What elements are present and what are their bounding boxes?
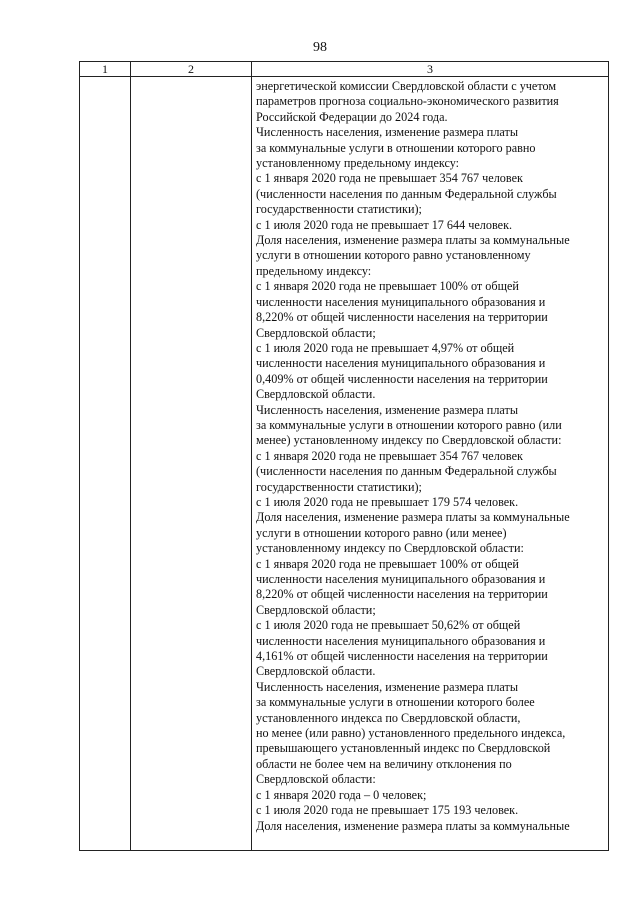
text-line: с 1 июля 2020 года не превышает 179 574 человек. bbox=[256, 494, 519, 509]
text-line: Свердловской области. bbox=[256, 664, 376, 679]
text-line: с 1 января 2020 года – 0 человек; bbox=[256, 787, 427, 802]
text-line: с 1 июля 2020 года не превышает 175 193 человек. bbox=[256, 803, 519, 818]
text-line: установленному предельному индексу: bbox=[256, 156, 460, 171]
document-table bbox=[79, 61, 609, 851]
text-line: с 1 июля 2020 года не превышает 50,62% от общей bbox=[256, 618, 521, 633]
text-line: менее) установленному индексу по Свердловской области: bbox=[256, 433, 562, 448]
column-2-cell bbox=[131, 77, 252, 851]
text-line: Доля населения, изменение размера платы за коммунальные bbox=[256, 233, 570, 248]
text-line: с 1 июля 2020 года не превышает 4,97% от общей bbox=[256, 340, 515, 355]
text-line: 0,409% от общей численности населения на территории bbox=[256, 371, 548, 386]
text-line: услуги в отношении которого равно (или менее) bbox=[256, 525, 507, 540]
text-line: (численности населения по данным Федеральной службы bbox=[256, 464, 557, 479]
text-line: превышающего установленный индекс по Свердловской bbox=[256, 741, 551, 756]
text-line: 8,220% от общей численности населения на территории bbox=[256, 310, 548, 325]
text-line: с 1 января 2020 года не превышает 100% от общей bbox=[256, 279, 519, 294]
text-line: Численность населения, изменение размера платы bbox=[256, 125, 519, 140]
text-line: 4,161% от общей численности населения на территории bbox=[256, 649, 548, 664]
text-line: с 1 июля 2020 года не превышает 17 644 человек. bbox=[256, 217, 513, 232]
text-line: (численности населения по данным Федеральной службы bbox=[256, 186, 557, 201]
table-row bbox=[80, 77, 609, 851]
text-line: государственности статистики); bbox=[256, 202, 422, 217]
page-number: 98 bbox=[313, 40, 327, 55]
column-3-cell bbox=[252, 77, 609, 851]
text-line: за коммунальные услуги в отношении которого более bbox=[256, 695, 535, 710]
text-line: Доля населения, изменение размера платы за коммунальные bbox=[256, 510, 570, 525]
text-line: Свердловской области; bbox=[256, 602, 376, 617]
text-line: государственности статистики); bbox=[256, 479, 422, 494]
text-line: энергетической комиссии Свердловской области с учетом bbox=[256, 79, 557, 93]
text-line: Численность населения, изменение размера платы bbox=[256, 679, 519, 694]
text-line: Российской Федерации до 2024 года. bbox=[256, 109, 448, 124]
cell-text bbox=[252, 77, 608, 850]
text-line: с 1 января 2020 года не превышает 100% от общей bbox=[256, 556, 519, 571]
column-header-3: 3 bbox=[252, 62, 609, 77]
text-line: с 1 января 2020 года не превышает 354 767 человек bbox=[256, 171, 523, 186]
text-line: 8,220% от общей численности населения на территории bbox=[256, 587, 548, 602]
text-line: услуги в отношении которого равно установленному bbox=[256, 248, 531, 263]
text-line: области не более чем на величину отклонения по bbox=[256, 756, 512, 771]
text-line: численности населения муниципального образования и bbox=[256, 633, 546, 648]
text-line: но менее (или равно) установленного предельного индекса, bbox=[256, 726, 566, 741]
text-line: установленному индексу по Свердловской области: bbox=[256, 541, 524, 556]
column-1-cell bbox=[80, 77, 131, 851]
text-line: Доля населения, изменение размера платы за коммунальные bbox=[256, 818, 570, 833]
column-header-2: 2 bbox=[131, 62, 252, 77]
column-header-1: 1 bbox=[80, 62, 131, 77]
text-line: за коммунальные услуги в отношении которого равно bbox=[256, 140, 536, 155]
text-line: Численность населения, изменение размера платы bbox=[256, 402, 519, 417]
text-line: Свердловской области. bbox=[256, 387, 376, 402]
text-line: Свердловской области: bbox=[256, 772, 376, 787]
text-line: установленного индекса по Свердловской области, bbox=[256, 710, 521, 725]
text-line: Свердловской области; bbox=[256, 325, 376, 340]
text-line: параметров прогноза социально-экономического развития bbox=[256, 94, 559, 109]
text-line: численности населения муниципального образования и bbox=[256, 356, 546, 371]
text-line: численности населения муниципального образования и bbox=[256, 294, 546, 309]
text-line: предельному индексу: bbox=[256, 263, 372, 278]
text-line: за коммунальные услуги в отношении которого равно (или bbox=[256, 417, 562, 432]
table-header-row bbox=[80, 62, 609, 77]
text-line: численности населения муниципального образования и bbox=[256, 572, 546, 586]
text-line: с 1 января 2020 года не превышает 354 767 человек bbox=[256, 448, 523, 463]
